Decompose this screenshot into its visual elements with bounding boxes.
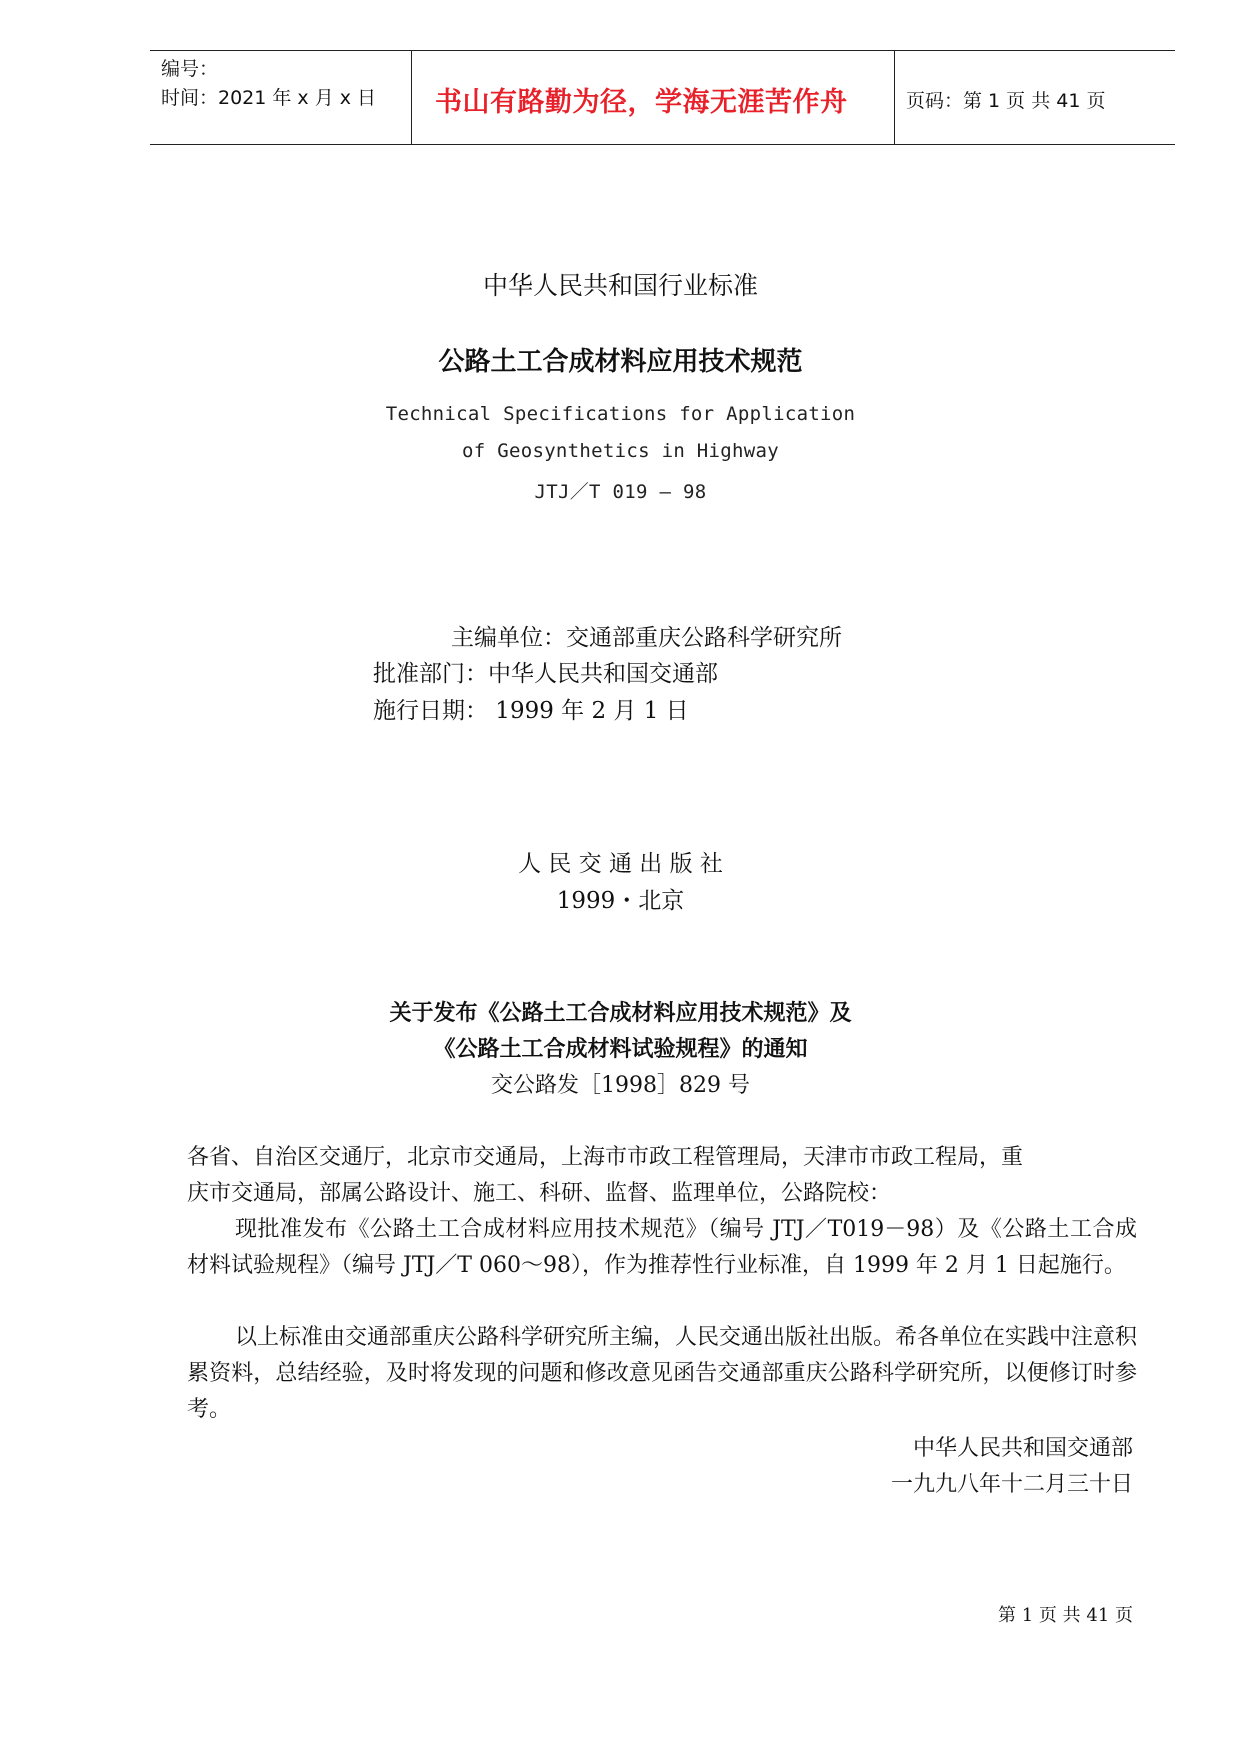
header-divider-left [411, 50, 412, 144]
publisher: 人 民 交 通 出 版 社 [518, 851, 723, 877]
title-en-line1: Technical Specifications for Application [385, 403, 856, 425]
title-en-line2: of Geosynthetics in Highway [462, 440, 779, 462]
addressees-line2: 庆市交通局，部属公路设计、施工、科研、监督、监理单位，公路院校： [187, 1181, 892, 1206]
sign-date: 一九九八年十二月三十日 [890, 1472, 1133, 1497]
signer: 中华人民共和国交通部 [912, 1436, 1133, 1461]
pub-year-place: 1999・北京 [556, 888, 685, 914]
standard-code: JTJ／T 019 — 98 [534, 481, 707, 503]
header-bottom-rule [150, 144, 1175, 145]
header-page-label: 页码：第 1 页 共 41 页 [906, 90, 1106, 112]
header-top-rule [150, 50, 1175, 51]
paragraph-2-text: 以上标准由交通部重庆公路科学研究所主编，人民交通出版社出版。希各单位在实践中注意积累资料，总结经验，及时将发现的问题和修改意见函告交通部重庆公路科学研究所，以便修订时参考。 [187, 1325, 1138, 1422]
title-cn: 公路土工合成材料应用技术规范 [438, 347, 803, 377]
header-time-label: 时间：2021 年 x 月 x 日 [161, 87, 377, 109]
header-number-label: 编号： [161, 58, 219, 80]
notice-title-line1: 关于发布《公路土工合成材料应用技术规范》及 [389, 1001, 852, 1026]
header-divider-right [894, 50, 895, 144]
header-motto: 书山有路勤为径，学海无涯苦作舟 [435, 87, 848, 118]
approver: 批准部门：中华人民共和国交通部 [373, 661, 718, 687]
page-footer: 第 1 页 共 41 页 [998, 1605, 1133, 1626]
paragraph-1-text: 现批准发布《公路土工合成材料应用技术规范》（编号 JTJ／T019－98）及《公路土工合成材料试验规程》（编号 JTJ／T 060～98），作为推荐性行业标准，自 1999 年 2 月 1 日起施行。 [187, 1217, 1137, 1278]
standard-type: 中华人民共和国行业标准 [482, 271, 758, 300]
notice-paragraph-1 [187, 1212, 1137, 1284]
addressees-line1: 各省、自治区交通厅，北京市交通局，上海市市政工程管理局，天津市市政工程局，重 [187, 1145, 1024, 1170]
notice-doc-number: 交公路发［1998］829 号 [491, 1073, 750, 1098]
notice-title-line2: 《公路土工合成材料试验规程》的通知 [433, 1037, 808, 1062]
effective-date: 施行日期： 1999 年 2 月 1 日 [373, 698, 689, 724]
notice-paragraph-2 [187, 1320, 1137, 1428]
editor-unit: 主编单位：交通部重庆公路科学研究所 [451, 625, 842, 651]
